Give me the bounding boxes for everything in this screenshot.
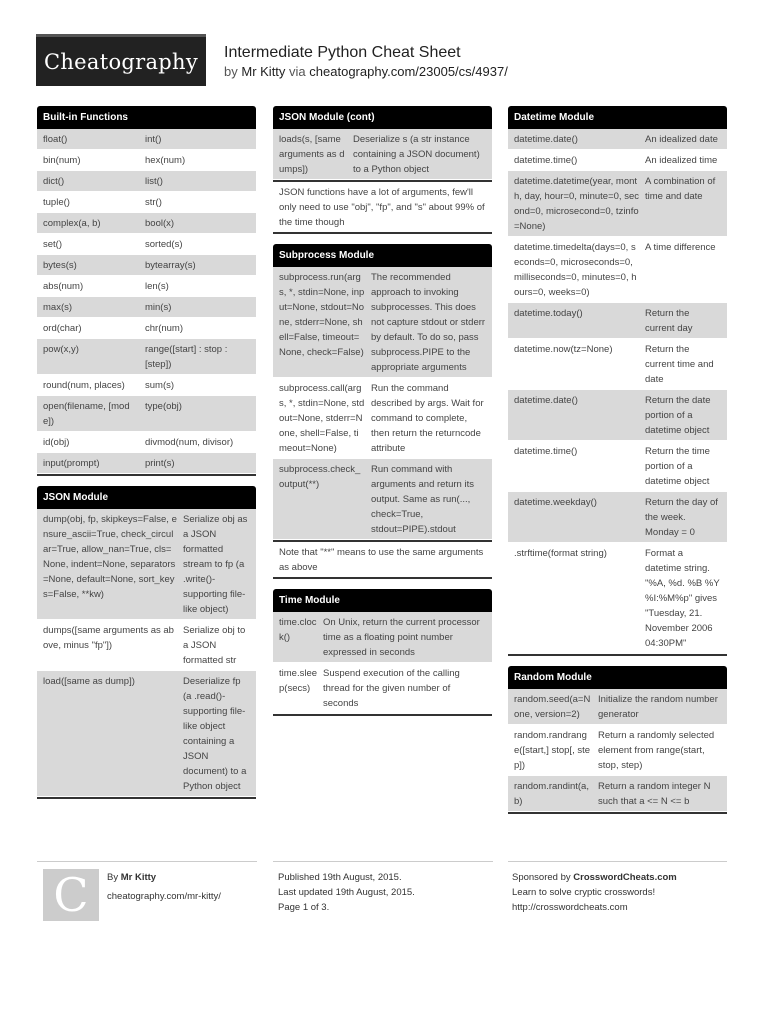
row-description: Suspend execution of the calling thread for the given number of seconds [323, 668, 460, 709]
row-function: datetime.today() [514, 308, 583, 319]
footer-divider [508, 861, 727, 862]
row-function: datetime.timedelta(days=0, seconds=0, microseconds=0, milliseconds=0, minutes=0, hours=0, weeks=0) [514, 242, 637, 298]
table-row [37, 150, 256, 171]
row-description: Deserialize fp (a .read()-supporting file-like object containing a JSON document) to a Python object [183, 676, 247, 792]
row-function: pow(x,y) [43, 344, 79, 355]
section-random-module [508, 666, 727, 814]
row-function: bytes(s) [43, 260, 77, 271]
table-row [37, 213, 256, 234]
row-function: complex(a, b) [43, 218, 101, 229]
section-subprocess-module [273, 244, 492, 579]
row-function: time.clock() [279, 617, 317, 643]
row-function: datetime.time() [514, 446, 578, 457]
row-function: random.randint(a, b) [514, 781, 589, 807]
row-description: Serialize obj to a JSON formatted str [183, 625, 246, 666]
row-function: set() [43, 239, 62, 250]
section-time-module [273, 589, 492, 716]
column-3 [508, 106, 727, 824]
sponsor-url[interactable]: http://crosswordcheats.com [512, 902, 628, 913]
table-row [273, 459, 492, 540]
table-row [37, 671, 256, 797]
table-row [273, 129, 492, 180]
sponsor-tagline: Learn to solve cryptic crosswords! [512, 887, 656, 898]
row-function: tuple() [43, 197, 70, 208]
row-function: subprocess.check_output(**) [279, 464, 361, 490]
row-function: datetime.date() [514, 134, 578, 145]
table-row [508, 390, 727, 441]
table-row [273, 267, 492, 378]
sponsored-by-label: Sponsored by [512, 872, 571, 883]
row-description: bytearray(s) [145, 260, 196, 271]
row-function: id(obj) [43, 437, 70, 448]
row-function: random.randrange([start,] stop[, step]) [514, 730, 591, 771]
table-row [37, 620, 256, 671]
section-title: Subprocess Module [273, 244, 492, 267]
row-function: random.seed(a=None, version=2) [514, 694, 591, 720]
footer-divider [37, 861, 257, 862]
page-footer [37, 861, 727, 931]
section-title: Random Module [508, 666, 727, 689]
row-function: ord(char) [43, 323, 82, 334]
row-function: loads(s, [same arguments as dumps]) [279, 134, 345, 175]
row-description: The recommended approach to invoking subprocesses. This does not capture stdout or stderr by default. To do so, pass subprocess.PIPE to the appropriate arguments [371, 272, 486, 373]
published-date: Published 19th August, 2015. [278, 872, 402, 883]
row-description: Return a random integer N such that a <= N <= b [598, 781, 711, 807]
row-description: An idealized time [645, 155, 718, 166]
row-function: dumps([same arguments as above, minus "fp"]) [43, 625, 174, 651]
footer-sponsor [512, 870, 677, 915]
row-description: type(obj) [145, 401, 182, 412]
table-row [508, 171, 727, 237]
table-row [37, 339, 256, 375]
row-function: float() [43, 134, 68, 145]
row-function: time.sleep(secs) [279, 668, 318, 694]
table-row [37, 255, 256, 276]
section-json-module [37, 486, 256, 799]
table-row [508, 492, 727, 543]
table-row [508, 303, 727, 339]
table-row [37, 171, 256, 192]
row-description: divmod(num, divisor) [145, 437, 234, 448]
row-description: print(s) [145, 458, 175, 469]
footer-by-label: By [107, 872, 119, 883]
footer-logo-letter: C [53, 868, 89, 922]
logo-text: Cheatography [43, 50, 199, 74]
row-description: str() [145, 197, 162, 208]
row-description: Return the current day [645, 308, 693, 334]
row-function: dict() [43, 176, 65, 187]
table-row [37, 453, 256, 474]
row-description: Return the current time and date [645, 344, 714, 385]
footer-author-url[interactable]: cheatography.com/mr-kitty/ [107, 891, 221, 902]
table-row [508, 237, 727, 303]
column-1 [37, 106, 256, 809]
page-number: Page 1 of 3. [278, 902, 330, 913]
row-description: Format a datetime string. "%A, %d. %B %Y %I:%M%p" gives "Tuesday, 21. November 2006 04:30PM" [645, 548, 720, 649]
table-row [508, 129, 727, 150]
table-row [37, 375, 256, 396]
table-row [37, 192, 256, 213]
table-row [508, 150, 727, 171]
row-function: datetime.time() [514, 155, 578, 166]
row-description: hex(num) [145, 155, 186, 166]
row-description: Deserialize s (a str instance containing a JSON document) to a Python object [353, 134, 480, 175]
table-row [508, 543, 727, 654]
table-row [508, 689, 727, 725]
table-row [508, 725, 727, 776]
row-function: bin(num) [43, 155, 81, 166]
by-label: by [224, 64, 238, 79]
section-note: JSON functions have a lot of arguments, few'll only need to use "obj", "fp", and "s" about 99% of the time though [273, 180, 492, 232]
row-function: load([same as dump]) [43, 676, 135, 687]
row-description: range([start] : stop : [step]) [145, 344, 228, 370]
table-row [37, 318, 256, 339]
table-row [508, 339, 727, 390]
table-row [273, 612, 492, 663]
row-function: round(num, places) [43, 380, 125, 391]
row-description: Return the date portion of a datetime object [645, 395, 711, 436]
row-function: subprocess.run(args, *, stdin=None, input=None, stdout=None, stderr=None, shell=False, timeout=None, check=False) [279, 272, 365, 358]
row-description: bool(x) [145, 218, 175, 229]
table-row [37, 234, 256, 255]
via-label: via [289, 64, 306, 79]
table-row [273, 663, 492, 714]
section-builtin-functions [37, 106, 256, 476]
row-function: datetime.weekday() [514, 497, 597, 508]
section-datetime-module [508, 106, 727, 656]
row-description: len(s) [145, 281, 169, 292]
table-row [508, 441, 727, 492]
footer-author [107, 870, 221, 904]
section-title: JSON Module (cont) [273, 106, 492, 129]
section-note: Note that "**" means to use the same arguments as above [273, 540, 492, 577]
table-row [37, 297, 256, 318]
table-row [37, 276, 256, 297]
row-description: A time difference [645, 242, 716, 253]
sheet-url-link[interactable]: cheatography.com/23005/cs/4937/ [309, 64, 508, 79]
row-description: A combination of time and date [645, 176, 716, 202]
column-2 [273, 106, 492, 726]
table-row [37, 509, 256, 620]
row-description: sorted(s) [145, 239, 183, 250]
row-description: Run command with arguments and return its output. Same as run(..., check=True, stdout=PIPE).stdout [371, 464, 474, 535]
row-function: open(filename, [mode]) [43, 401, 130, 427]
row-function: datetime.date() [514, 395, 578, 406]
row-description: list() [145, 176, 163, 187]
section-title: Time Module [273, 589, 492, 612]
row-description: An idealized date [645, 134, 718, 145]
row-description: Return a randomly selected element from range(start, stop, step) [598, 730, 715, 771]
row-function: input(prompt) [43, 458, 100, 469]
row-description: Return the time portion of a datetime object [645, 446, 710, 487]
row-description: Run the command described by args. Wait for command to complete, then return the returncode attribute [371, 383, 484, 454]
page-title: Intermediate Python Cheat Sheet [224, 44, 461, 61]
footer-logo [43, 869, 99, 921]
author-link[interactable]: Mr Kitty [241, 64, 286, 79]
cheatography-logo[interactable] [36, 34, 206, 86]
section-title: JSON Module [37, 486, 256, 509]
table-row [37, 432, 256, 453]
row-description: Initialize the random number generator [598, 694, 718, 720]
row-description: chr(num) [145, 323, 184, 334]
section-title: Datetime Module [508, 106, 727, 129]
row-function: datetime.now(tz=None) [514, 344, 613, 355]
section-json-module-cont [273, 106, 492, 234]
row-function: .strftime(format string) [514, 548, 607, 559]
row-function: max(s) [43, 302, 73, 313]
row-description: Serialize obj as a JSON formatted stream to fp (a .write()-supporting file-like object) [183, 514, 248, 615]
sponsor-link[interactable]: CrosswordCheats.com [573, 872, 677, 883]
table-row [37, 129, 256, 150]
row-description: min(s) [145, 302, 172, 313]
table-row [37, 396, 256, 432]
footer-dates [278, 870, 415, 915]
row-function: subprocess.call(args, *, stdin=None, stdout=None, stderr=None, shell=False, timeout=None) [279, 383, 365, 454]
footer-author-name[interactable]: Mr Kitty [120, 872, 157, 883]
section-title: Built-in Functions [37, 106, 256, 129]
footer-divider [273, 861, 493, 862]
row-function: abs(num) [43, 281, 84, 292]
row-description: int() [145, 134, 162, 145]
table-row [508, 776, 727, 812]
row-function: datetime.datetime(year, month, day, hour=0, minute=0, second=0, microsecond=0, tzinfo=None) [514, 176, 639, 232]
row-function: dump(obj, fp, skipkeys=False, ensure_ascii=True, check_circular=True, allow_nan=True, cls=None, indent=None, separators=None, default=None, sort_keys=False, **kw) [43, 514, 177, 600]
row-description: sum(s) [145, 380, 175, 391]
updated-date: Last updated 19th August, 2015. [278, 887, 415, 898]
table-row [273, 378, 492, 459]
row-description: Return the day of the week. Monday = 0 [645, 497, 718, 538]
page-subtitle [224, 64, 508, 79]
row-description: On Unix, return the current processor time as a floating point number expressed in seconds [323, 617, 480, 658]
